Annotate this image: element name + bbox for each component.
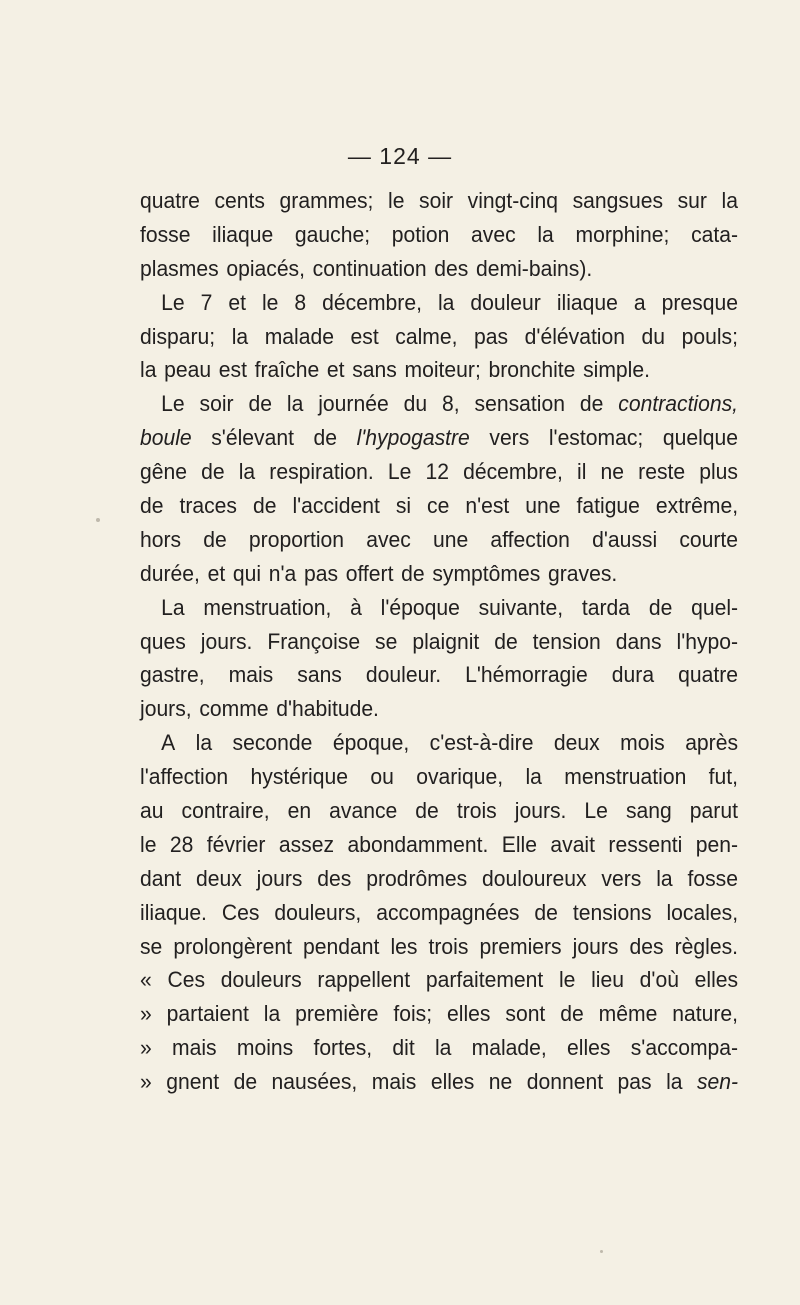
word: vers	[489, 425, 530, 451]
word: iliaque.	[140, 899, 207, 925]
word: hors	[140, 526, 182, 552]
text-line	[140, 1065, 738, 1099]
word: pas	[303, 560, 339, 586]
text-line	[140, 320, 738, 354]
word: fraîche	[254, 357, 320, 383]
word: premiers	[479, 933, 562, 959]
word: quatre	[140, 188, 200, 213]
text-line	[140, 218, 738, 252]
text-line	[140, 557, 738, 591]
word: la	[434, 1035, 452, 1061]
word: elles	[567, 1035, 611, 1061]
word: jours	[256, 865, 303, 891]
word: la	[525, 764, 542, 790]
word: époque,	[332, 730, 410, 756]
text-line	[140, 862, 738, 896]
word: 8	[294, 289, 307, 315]
word: abondamment.	[347, 831, 489, 857]
word: trois	[428, 933, 469, 959]
word: cata-	[691, 221, 739, 247]
word: opiacés,	[226, 255, 305, 281]
word: »	[140, 1035, 152, 1061]
word: se	[140, 933, 163, 959]
word: de	[201, 459, 225, 485]
word: jours.	[514, 798, 567, 824]
word: d'aussi	[592, 526, 658, 552]
word: avait	[550, 831, 596, 857]
word: mais	[371, 1069, 417, 1095]
word: symptômes	[432, 560, 541, 586]
word: et	[228, 289, 246, 315]
word: soir	[199, 391, 234, 417]
word: douleur.	[365, 662, 442, 688]
word: la	[195, 730, 213, 756]
word: moiteur;	[404, 357, 481, 383]
word: accompagnées	[376, 899, 520, 925]
text-line	[140, 591, 738, 625]
word: des	[629, 933, 664, 959]
word: de	[140, 493, 164, 519]
word: de	[313, 425, 338, 451]
body-text	[140, 184, 738, 1099]
word: plus	[699, 459, 738, 485]
text-line	[140, 252, 738, 286]
word: gastre,	[140, 662, 205, 688]
word: pas	[617, 1069, 652, 1095]
word: ne	[488, 1069, 513, 1095]
word: de	[233, 1069, 258, 1095]
word: moins	[236, 1035, 294, 1061]
word: la	[140, 357, 157, 383]
text-line	[140, 286, 738, 320]
word: comme	[199, 696, 269, 722]
word: 7	[200, 289, 213, 315]
word: d'où	[639, 967, 679, 993]
word: de	[203, 526, 227, 552]
word: en	[287, 798, 312, 824]
word: du	[403, 391, 428, 417]
word: la	[437, 289, 455, 315]
word: quelque	[662, 425, 739, 451]
word: hystérique	[250, 764, 348, 790]
word: Le	[161, 391, 185, 417]
word: malade,	[471, 1035, 547, 1061]
word: plasmes	[140, 255, 219, 281]
text-line	[140, 455, 738, 489]
word: calme,	[395, 323, 458, 349]
word: sang	[625, 798, 672, 824]
word: donnent	[526, 1069, 604, 1095]
word: fortes,	[313, 1035, 373, 1061]
paper-speck	[600, 1250, 603, 1253]
word: A	[161, 730, 176, 756]
word: Le	[584, 798, 608, 824]
word: boule	[140, 425, 192, 451]
word: fois;	[393, 1001, 433, 1027]
word: quatre	[678, 662, 739, 688]
word: parut	[689, 798, 738, 824]
text-line	[140, 658, 738, 692]
word: douleur	[470, 289, 541, 315]
text-line	[140, 523, 738, 557]
word: «	[140, 967, 152, 993]
word: assez	[278, 831, 335, 857]
word: Ces	[167, 967, 206, 993]
word: traces	[179, 493, 238, 519]
word: douleurs	[220, 967, 302, 993]
word: affection	[490, 526, 570, 552]
word: sensation	[474, 391, 565, 417]
word: fosse	[687, 865, 738, 891]
word: dant	[140, 865, 182, 891]
word: est	[218, 357, 247, 383]
word: prodrômes	[366, 865, 468, 891]
word: jours,	[140, 696, 192, 722]
page-number: — 124 —	[347, 143, 453, 169]
word: deux	[195, 865, 242, 891]
text-line	[140, 184, 738, 218]
word: offert	[345, 560, 394, 586]
word: La	[161, 594, 185, 620]
word: malade	[264, 323, 334, 349]
word: de	[560, 1001, 584, 1027]
word: jours	[572, 933, 619, 959]
word: respiration.	[269, 459, 374, 485]
text-line	[140, 353, 738, 387]
word: elles	[694, 967, 739, 993]
word: Le	[387, 459, 412, 485]
word: l'hypogastre	[356, 425, 470, 451]
word: disparu;	[140, 323, 216, 349]
word: le	[261, 289, 279, 315]
word: février	[206, 831, 266, 857]
word: menstruation	[564, 764, 687, 790]
text-line	[140, 997, 738, 1031]
word: qui	[232, 560, 262, 586]
word: courte	[679, 526, 739, 552]
word: locales,	[666, 899, 739, 925]
word: la	[656, 865, 673, 891]
word: sans	[297, 662, 342, 688]
word: pouls;	[681, 323, 738, 349]
word: Françoise	[267, 628, 361, 654]
word: il	[577, 459, 587, 485]
word: et	[207, 560, 226, 586]
word: Elle	[501, 831, 537, 857]
word: de	[494, 628, 518, 654]
word: simple.	[583, 357, 650, 383]
word: Le	[161, 289, 185, 315]
word: contraire,	[181, 798, 270, 824]
word: avec	[366, 526, 411, 552]
word: mais	[228, 662, 274, 688]
word: vers	[601, 865, 642, 891]
word: s'accompa-	[630, 1035, 739, 1061]
word: sangsues	[572, 188, 664, 213]
word: contractions,	[618, 391, 739, 417]
word: continuation	[312, 255, 427, 281]
word: trois	[456, 798, 497, 824]
word: sont	[505, 1001, 546, 1027]
word: la	[666, 1069, 683, 1095]
word: sur	[677, 188, 707, 213]
word: reste	[638, 459, 686, 485]
text-line	[140, 387, 738, 421]
text-line	[140, 828, 738, 862]
word: grammes;	[279, 188, 374, 213]
word: mais	[172, 1035, 217, 1061]
word: ovarique,	[416, 764, 504, 790]
word: tensions	[572, 899, 652, 925]
word: décembre,	[322, 289, 422, 315]
word: seconde	[232, 730, 313, 756]
word: l'hypo-	[676, 628, 739, 654]
word: le	[140, 831, 157, 857]
word: demi-bains).	[476, 255, 593, 281]
word: dura	[611, 662, 655, 688]
word: de	[252, 493, 277, 519]
word: ressenti	[608, 831, 683, 857]
word: la	[263, 1001, 281, 1027]
word: mois	[620, 730, 665, 756]
word: ques	[140, 628, 186, 654]
word: extrême,	[655, 493, 739, 519]
text-line	[140, 489, 738, 523]
word: journée	[318, 391, 389, 417]
word: est	[350, 323, 379, 349]
word: de	[401, 560, 425, 586]
word: gêne	[140, 459, 187, 485]
word: l'estomac;	[548, 425, 644, 451]
word: iliaque	[556, 289, 618, 315]
word: L'hémorragie	[465, 662, 588, 688]
word: n'a	[268, 560, 297, 586]
word: dit	[392, 1035, 415, 1061]
word: d'élévation	[524, 323, 625, 349]
word: de	[579, 391, 604, 417]
word: pas	[474, 323, 509, 349]
text-line	[140, 726, 738, 760]
word: et	[326, 357, 345, 383]
word: douleurs,	[274, 899, 362, 925]
text-line	[140, 1031, 738, 1065]
text-line	[140, 625, 738, 659]
word: se	[375, 628, 398, 654]
word: douloureux	[482, 865, 587, 891]
word: Ces	[221, 899, 260, 925]
word: potion	[391, 221, 450, 247]
word: peau	[164, 357, 212, 383]
word: 28	[169, 831, 194, 857]
word: presque	[661, 289, 738, 315]
word: c'est-à-dire	[429, 730, 534, 756]
word: la	[286, 391, 304, 417]
word: »	[140, 1001, 152, 1027]
word: une	[525, 493, 561, 519]
word: fatigue	[576, 493, 640, 519]
word: morphine;	[575, 221, 670, 247]
word: pen-	[695, 831, 739, 857]
word: jours.	[200, 628, 253, 654]
word: menstruation,	[203, 594, 332, 620]
word: du	[641, 323, 666, 349]
word: tarda	[581, 594, 631, 620]
word: l'affection	[140, 764, 229, 790]
word: tension	[532, 628, 601, 654]
word: pendant	[303, 933, 380, 959]
word: 12	[425, 459, 450, 485]
word: l'accident	[292, 493, 380, 519]
word: si	[395, 493, 412, 519]
word: proportion	[248, 526, 345, 552]
word: première	[295, 1001, 379, 1027]
word: partaient	[166, 1001, 249, 1027]
word: durée,	[140, 560, 200, 586]
word: le	[388, 188, 405, 213]
text-line	[140, 692, 738, 726]
word: deux	[553, 730, 600, 756]
word: une	[433, 526, 469, 552]
word: n'est	[465, 493, 510, 519]
word: elles	[447, 1001, 491, 1027]
word: après	[685, 730, 739, 756]
word: nausées,	[271, 1069, 358, 1095]
word: suivante,	[478, 594, 564, 620]
word: elles	[430, 1069, 475, 1095]
word: même	[598, 1001, 658, 1027]
word: des	[434, 255, 469, 281]
word: de	[415, 798, 439, 824]
word: au	[140, 798, 164, 824]
word: règles.	[674, 933, 739, 959]
word: fut,	[708, 764, 739, 790]
word: sen-	[696, 1069, 739, 1095]
text-line	[140, 963, 738, 997]
word: l'époque	[380, 594, 460, 620]
word: iliaque	[212, 221, 274, 247]
word: sans	[352, 357, 397, 383]
word: de	[534, 899, 558, 925]
text-line	[140, 896, 738, 930]
word: à	[350, 594, 362, 620]
text-line	[140, 421, 738, 455]
word: ne	[600, 459, 625, 485]
word: prolongèrent	[173, 933, 292, 959]
word: gauche;	[294, 221, 371, 247]
word: avec	[471, 221, 516, 247]
text-line	[140, 760, 738, 794]
word: nature,	[672, 1001, 738, 1027]
word: les	[390, 933, 418, 959]
word: de	[248, 391, 272, 417]
word: dans	[615, 628, 662, 654]
word: la	[537, 221, 554, 247]
text-line	[140, 794, 738, 828]
word: gnent	[166, 1069, 220, 1095]
word: soir	[419, 188, 454, 213]
word: lieu	[591, 967, 624, 993]
word: rappellent	[317, 967, 411, 993]
word: a	[633, 289, 646, 315]
word: ce	[427, 493, 450, 519]
word: s'élevant	[211, 425, 294, 451]
word: décembre,	[463, 459, 563, 485]
paper-speck	[96, 518, 100, 522]
word: le	[558, 967, 576, 993]
word: »	[140, 1069, 152, 1095]
word: avance	[329, 798, 398, 824]
word: quel-	[691, 594, 739, 620]
word: des	[317, 865, 352, 891]
word: parfaitement	[425, 967, 544, 993]
word: cents	[214, 188, 265, 213]
word: bronchite	[488, 357, 576, 383]
word: vingt-cinq	[467, 188, 559, 213]
word: ou	[370, 764, 394, 790]
word: fosse	[140, 221, 191, 247]
word: d'habitude.	[276, 696, 379, 722]
word: la	[238, 459, 256, 485]
text-line	[140, 930, 738, 964]
word: 8,	[442, 391, 460, 417]
word: de	[648, 594, 673, 620]
word: la	[721, 188, 738, 213]
word: la	[231, 323, 249, 349]
word: plaignit	[412, 628, 480, 654]
word: graves.	[547, 560, 618, 586]
